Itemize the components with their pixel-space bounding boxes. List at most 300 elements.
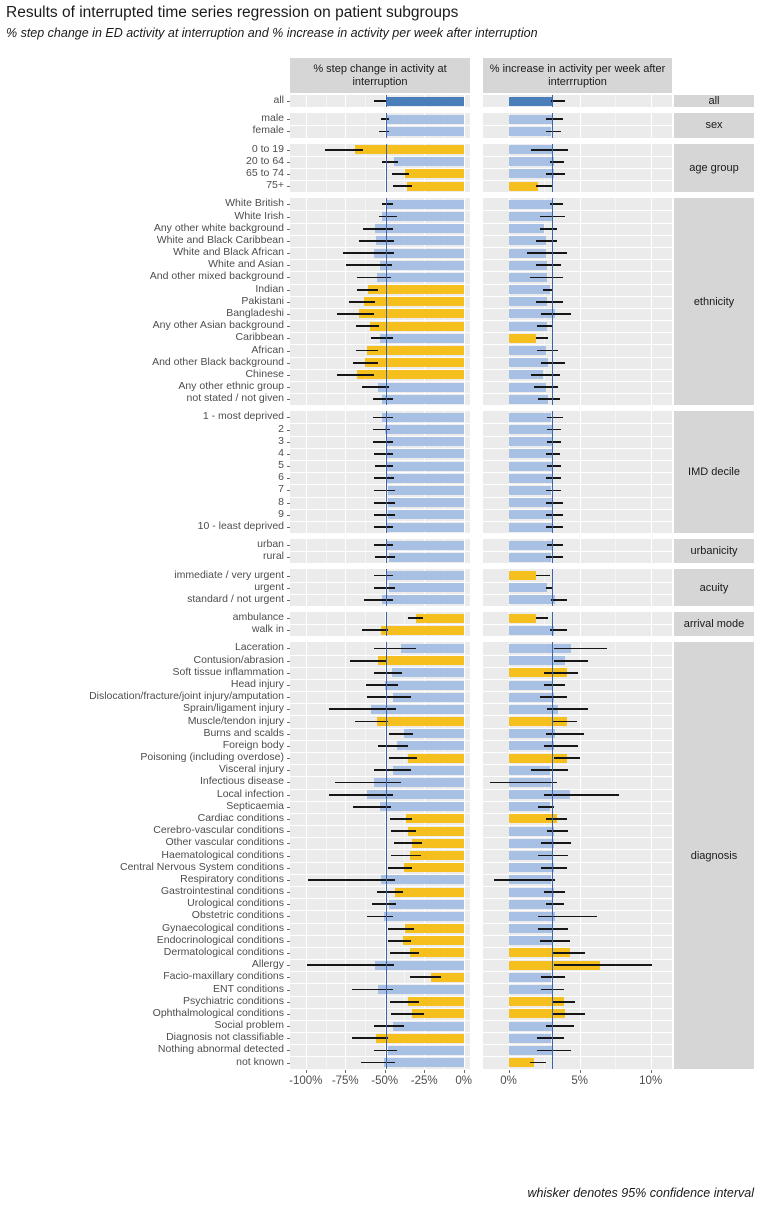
y-axis-label: Burns and scalds bbox=[203, 726, 284, 739]
whisker-step bbox=[382, 203, 394, 205]
bar-step bbox=[388, 510, 464, 519]
gridline bbox=[580, 95, 581, 107]
whisker-step bbox=[374, 769, 411, 771]
bar-step bbox=[386, 97, 464, 106]
y-axis-label: Gynaecological conditions bbox=[162, 921, 284, 934]
whisker-step bbox=[362, 629, 388, 631]
bar-step bbox=[386, 523, 463, 532]
y-axis-label: Gastrointestinal conditions bbox=[160, 885, 284, 898]
y-axis-tick bbox=[287, 600, 290, 601]
reference-line-slope bbox=[552, 539, 553, 563]
bar-step bbox=[377, 717, 464, 726]
bar-step bbox=[384, 912, 464, 921]
whisker-slope bbox=[530, 277, 563, 279]
whisker-slope bbox=[554, 964, 652, 966]
y-axis-tick bbox=[287, 929, 290, 930]
y-axis-tick bbox=[287, 941, 290, 942]
whisker-slope bbox=[538, 928, 568, 930]
y-axis-label: 9 bbox=[278, 507, 284, 520]
bar-slope bbox=[509, 614, 536, 623]
whisker-step bbox=[367, 916, 394, 918]
y-axis-label: Soft tissue inflammation bbox=[172, 665, 284, 678]
y-axis-tick bbox=[287, 722, 290, 723]
bar-step bbox=[389, 553, 464, 562]
y-axis-tick bbox=[287, 1063, 290, 1064]
y-axis-label: White British bbox=[225, 197, 284, 210]
whisker-slope bbox=[527, 252, 567, 254]
whisker-step bbox=[357, 289, 378, 291]
whisker-slope bbox=[551, 100, 565, 102]
bar-step bbox=[378, 383, 463, 392]
y-axis-tick bbox=[287, 709, 290, 710]
whisker-slope bbox=[540, 696, 567, 698]
whisker-step bbox=[377, 891, 403, 893]
y-axis-label: 3 bbox=[278, 434, 284, 447]
whisker-slope bbox=[537, 325, 553, 327]
y-axis-label: Any other ethnic group bbox=[178, 380, 284, 393]
y-axis-label: Local infection bbox=[216, 787, 284, 800]
whisker-step bbox=[410, 976, 441, 978]
gridline bbox=[306, 198, 307, 405]
whisker-slope bbox=[554, 660, 588, 662]
whisker-step bbox=[374, 526, 394, 528]
gridline-minor bbox=[365, 642, 366, 1068]
x-axis-tick-step bbox=[306, 1070, 307, 1073]
bar-slope bbox=[509, 626, 554, 635]
y-axis-label: Facio-maxillary conditions bbox=[163, 970, 284, 983]
gridline bbox=[306, 569, 307, 606]
bar-slope bbox=[509, 571, 536, 580]
y-axis-label: White and Asian bbox=[208, 258, 284, 271]
whisker-step bbox=[374, 1025, 404, 1027]
y-axis-tick bbox=[287, 338, 290, 339]
x-axis-label-step: -100% bbox=[289, 1074, 323, 1087]
bar-step bbox=[404, 863, 464, 872]
y-axis-tick bbox=[287, 442, 290, 443]
y-axis-tick bbox=[287, 399, 290, 400]
x-axis-tick-step bbox=[345, 1070, 346, 1073]
y-axis-tick bbox=[287, 466, 290, 467]
gridline bbox=[651, 198, 652, 405]
whisker-step bbox=[337, 313, 374, 315]
y-axis-tick bbox=[287, 290, 290, 291]
reference-line-slope bbox=[552, 95, 553, 107]
y-axis-tick bbox=[287, 1038, 290, 1039]
y-axis-label: And other mixed background bbox=[149, 270, 284, 283]
whisker-slope bbox=[546, 903, 564, 905]
bar-step bbox=[387, 200, 464, 209]
y-axis-label: Diagnosis not classifiable bbox=[166, 1031, 284, 1044]
y-axis-tick bbox=[287, 819, 290, 820]
y-axis-label: Septicaemia bbox=[226, 799, 284, 812]
whisker-slope bbox=[541, 362, 565, 364]
whisker-step bbox=[353, 362, 377, 364]
bar-step bbox=[386, 571, 463, 580]
whisker-slope bbox=[537, 350, 558, 352]
y-axis-label: Cardiac conditions bbox=[197, 811, 284, 824]
whisker-slope bbox=[536, 301, 563, 303]
y-axis-label: 8 bbox=[278, 495, 284, 508]
whisker-step bbox=[393, 185, 412, 187]
gridline-minor bbox=[615, 569, 616, 606]
bar-slope bbox=[509, 157, 554, 166]
y-axis-label: 20 to 64 bbox=[246, 154, 284, 167]
whisker-step bbox=[392, 173, 409, 175]
bar-step bbox=[370, 322, 464, 331]
gridline bbox=[306, 642, 307, 1068]
y-axis-tick bbox=[287, 387, 290, 388]
whisker-step bbox=[375, 465, 393, 467]
y-axis-label: Urological conditions bbox=[187, 897, 284, 910]
y-axis-tick bbox=[287, 241, 290, 242]
y-axis-label: standard / not urgent bbox=[187, 592, 284, 605]
whisker-slope bbox=[554, 757, 580, 759]
y-axis-label: Caribbean bbox=[235, 331, 284, 344]
y-axis-label: male bbox=[261, 112, 284, 125]
whisker-slope bbox=[541, 313, 571, 315]
x-axis-tick-step bbox=[464, 1070, 465, 1073]
whisker-step bbox=[374, 477, 394, 479]
chart-footnote: whisker denotes 95% confidence interval bbox=[527, 1186, 754, 1200]
y-axis-label: 0 to 19 bbox=[251, 142, 284, 155]
bar-step bbox=[386, 127, 464, 136]
y-axis-tick bbox=[287, 685, 290, 686]
whisker-step bbox=[335, 782, 401, 784]
bar-step bbox=[382, 395, 463, 404]
y-axis-label: Psychiatric conditions bbox=[183, 994, 284, 1007]
y-axis-tick bbox=[287, 734, 290, 735]
x-axis-label-slope: 5% bbox=[571, 1074, 588, 1087]
whisker-step bbox=[374, 575, 394, 577]
facet-strip-diagnosis: diagnosis bbox=[674, 642, 754, 1068]
whisker-slope bbox=[554, 648, 607, 650]
whisker-step bbox=[355, 721, 388, 723]
whisker-step bbox=[374, 672, 402, 674]
y-axis-tick bbox=[287, 229, 290, 230]
y-axis-label: Sprain/ligament injury bbox=[183, 702, 284, 715]
gridline-minor bbox=[326, 642, 327, 1068]
y-axis-label: immediate / very urgent bbox=[174, 568, 284, 581]
y-axis-tick bbox=[287, 697, 290, 698]
y-axis-tick bbox=[287, 661, 290, 662]
y-axis-tick bbox=[287, 904, 290, 905]
reference-line-slope bbox=[552, 569, 553, 606]
y-axis-label: Poisoning (including overdose) bbox=[140, 751, 284, 764]
bar-step bbox=[407, 182, 464, 191]
y-axis-tick bbox=[287, 1014, 290, 1015]
whisker-step bbox=[363, 228, 393, 230]
whisker-slope bbox=[544, 794, 619, 796]
whisker-step bbox=[373, 429, 390, 431]
whisker-slope bbox=[544, 745, 578, 747]
whisker-step bbox=[337, 374, 374, 376]
bar-step bbox=[359, 309, 463, 318]
page-subtitle: % step change in ED activity at interruption and % increase in activity per week after interruption bbox=[6, 26, 538, 40]
y-axis-tick bbox=[287, 648, 290, 649]
y-axis-tick bbox=[287, 1026, 290, 1027]
whisker-step bbox=[372, 903, 396, 905]
whisker-slope bbox=[530, 1062, 546, 1064]
y-axis-label: 4 bbox=[278, 446, 284, 459]
whisker-slope bbox=[551, 599, 567, 601]
bar-step bbox=[393, 1022, 463, 1031]
whisker-slope bbox=[537, 1050, 571, 1052]
y-axis-tick bbox=[287, 630, 290, 631]
whisker-slope bbox=[540, 940, 570, 942]
y-axis-tick bbox=[287, 892, 290, 893]
y-axis-tick bbox=[287, 843, 290, 844]
whisker-slope bbox=[553, 721, 577, 723]
facet-strip-ethnicity: ethnicity bbox=[674, 198, 754, 405]
whisker-step bbox=[373, 441, 393, 443]
bar-step bbox=[386, 437, 463, 446]
whisker-step bbox=[388, 867, 412, 869]
bar-step bbox=[387, 449, 464, 458]
y-axis-tick bbox=[287, 916, 290, 917]
bar-step bbox=[368, 285, 464, 294]
reference-line-step bbox=[386, 642, 387, 1068]
y-axis-tick bbox=[287, 186, 290, 187]
x-axis-label-slope: 0% bbox=[500, 1074, 517, 1087]
bar-step bbox=[389, 900, 464, 909]
y-axis-tick bbox=[287, 490, 290, 491]
y-axis-label: Obstetric conditions bbox=[191, 909, 284, 922]
y-axis-label: And other Black background bbox=[152, 355, 284, 368]
whisker-step bbox=[364, 599, 393, 601]
whisker-slope bbox=[541, 842, 571, 844]
whisker-slope bbox=[547, 544, 563, 546]
gridline bbox=[580, 569, 581, 606]
y-axis-label: Dermatological conditions bbox=[163, 945, 284, 958]
bar-step bbox=[388, 486, 464, 495]
y-axis-label: Respiratory conditions bbox=[180, 872, 284, 885]
y-axis-label: Pakistani bbox=[241, 294, 284, 307]
y-axis-label: Nothing abnormal detected bbox=[157, 1043, 284, 1056]
y-axis-tick bbox=[287, 746, 290, 747]
whisker-slope bbox=[531, 374, 559, 376]
whisker-step bbox=[391, 1013, 424, 1015]
y-axis-tick bbox=[287, 758, 290, 759]
whisker-step bbox=[378, 745, 408, 747]
bar-step bbox=[394, 157, 463, 166]
whisker-step bbox=[366, 684, 398, 686]
bar-step bbox=[388, 1046, 464, 1055]
bar-step bbox=[385, 425, 464, 434]
x-axis-label-step: -25% bbox=[410, 1074, 438, 1087]
whisker-step bbox=[390, 818, 411, 820]
reference-line-step bbox=[386, 198, 387, 405]
x-axis-tick-slope bbox=[651, 1070, 652, 1073]
bar-step bbox=[405, 924, 463, 933]
whisker-step bbox=[356, 325, 380, 327]
y-axis-label: rural bbox=[262, 550, 284, 563]
y-axis-label: female bbox=[252, 124, 284, 137]
y-axis-label: Contusion/abrasion bbox=[193, 653, 284, 666]
gridline bbox=[345, 95, 346, 107]
y-axis-tick bbox=[287, 150, 290, 151]
whisker-slope bbox=[536, 240, 557, 242]
whisker-slope bbox=[531, 769, 568, 771]
facet-strip-urbanicity: urbanicity bbox=[674, 539, 754, 563]
reference-line-step bbox=[386, 411, 387, 533]
whisker-step bbox=[350, 660, 387, 662]
bar-step bbox=[392, 668, 464, 677]
bar-step bbox=[384, 1058, 464, 1067]
y-axis-tick bbox=[287, 856, 290, 857]
whisker-slope bbox=[541, 976, 565, 978]
x-axis-tick-slope bbox=[509, 1070, 510, 1073]
x-axis-tick-slope bbox=[580, 1070, 581, 1073]
y-axis-tick bbox=[287, 545, 290, 546]
bar-step bbox=[382, 595, 464, 604]
y-axis-label: Any other white background bbox=[153, 221, 284, 234]
y-axis-label: Allergy bbox=[251, 958, 284, 971]
whisker-step bbox=[408, 617, 422, 619]
y-axis-tick bbox=[287, 880, 290, 881]
gridline-minor bbox=[326, 569, 327, 606]
y-axis-tick bbox=[287, 673, 290, 674]
y-axis-tick bbox=[287, 795, 290, 796]
facet-strip-sex: sex bbox=[674, 113, 754, 137]
whisker-step bbox=[352, 1037, 388, 1039]
gridline bbox=[580, 642, 581, 1068]
gridline-minor bbox=[326, 95, 327, 107]
y-axis-tick bbox=[287, 204, 290, 205]
facet-strip-IMD-decile: IMD decile bbox=[674, 411, 754, 533]
whisker-slope bbox=[538, 398, 559, 400]
whisker-slope bbox=[553, 1013, 586, 1015]
bar-step bbox=[367, 346, 463, 355]
y-axis-label: Cerebro-vascular conditions bbox=[153, 824, 284, 837]
y-axis-label: White and Black Caribbean bbox=[156, 233, 284, 246]
facet-strip-arrival-mode: arrival mode bbox=[674, 612, 754, 636]
y-axis-tick bbox=[287, 265, 290, 266]
gridline bbox=[306, 95, 307, 107]
whisker-slope bbox=[544, 891, 565, 893]
bar-slope bbox=[509, 583, 547, 592]
whisker-slope bbox=[494, 879, 555, 881]
y-axis-label: all bbox=[273, 94, 284, 107]
whisker-slope bbox=[536, 337, 549, 339]
whisker-step bbox=[329, 794, 392, 796]
whisker-slope bbox=[538, 916, 596, 918]
whisker-step bbox=[307, 964, 395, 966]
gridline-minor bbox=[326, 198, 327, 405]
y-axis-tick bbox=[287, 868, 290, 869]
whisker-step bbox=[373, 398, 394, 400]
whisker-slope bbox=[547, 465, 561, 467]
whisker-slope bbox=[553, 952, 586, 954]
y-axis-label: Indian bbox=[255, 282, 284, 295]
panel-header-slope: % increase in activity per week after interrruption bbox=[483, 58, 672, 93]
whisker-step bbox=[352, 989, 393, 991]
y-axis-label: Chinese bbox=[245, 367, 284, 380]
y-axis-label: urgent bbox=[254, 580, 284, 593]
y-axis-tick bbox=[287, 119, 290, 120]
whisker-slope bbox=[540, 228, 557, 230]
y-axis-tick bbox=[287, 314, 290, 315]
whisker-slope bbox=[546, 477, 562, 479]
whisker-step bbox=[374, 544, 392, 546]
facet-strip-acuity: acuity bbox=[674, 569, 754, 606]
y-axis-tick bbox=[287, 588, 290, 589]
bar-step bbox=[387, 474, 464, 483]
whisker-slope bbox=[547, 429, 561, 431]
bar-step bbox=[380, 802, 464, 811]
bar-step bbox=[406, 814, 464, 823]
whisker-step bbox=[367, 696, 410, 698]
whisker-slope bbox=[546, 556, 563, 558]
y-axis-label: 7 bbox=[278, 483, 284, 496]
gridline-minor bbox=[615, 198, 616, 405]
whisker-step bbox=[374, 453, 394, 455]
y-axis-label: 2 bbox=[278, 422, 284, 435]
y-axis-tick bbox=[287, 953, 290, 954]
page-title: Results of interrupted time series regression on patient subgroups bbox=[6, 4, 459, 21]
y-axis-tick bbox=[287, 557, 290, 558]
whisker-step bbox=[379, 216, 396, 218]
whisker-step bbox=[374, 648, 416, 650]
bar-slope bbox=[509, 413, 552, 422]
reference-line-slope bbox=[552, 113, 553, 137]
y-axis-tick bbox=[287, 478, 290, 479]
y-axis-label: 10 - least deprived bbox=[197, 520, 284, 533]
gridline bbox=[345, 569, 346, 606]
whisker-step bbox=[361, 1062, 395, 1064]
gridline bbox=[464, 569, 465, 606]
gridline bbox=[651, 95, 652, 107]
y-axis-label: Muscle/tendon injury bbox=[187, 714, 284, 727]
y-axis-tick bbox=[287, 503, 290, 504]
whisker-step bbox=[394, 842, 422, 844]
gridline bbox=[464, 642, 465, 1068]
whisker-slope bbox=[490, 782, 557, 784]
whisker-slope bbox=[547, 441, 561, 443]
y-axis-label: Laceration bbox=[234, 641, 284, 654]
bar-step bbox=[386, 115, 463, 124]
y-axis-tick bbox=[287, 782, 290, 783]
y-axis-label: 65 to 74 bbox=[246, 166, 284, 179]
whisker-slope bbox=[546, 502, 563, 504]
bar-slope bbox=[509, 595, 556, 604]
whisker-step bbox=[391, 830, 416, 832]
whisker-slope bbox=[544, 684, 565, 686]
y-axis-label: not stated / not given bbox=[186, 392, 284, 405]
y-axis-tick bbox=[287, 277, 290, 278]
whisker-step bbox=[391, 855, 421, 857]
bar-step bbox=[395, 888, 464, 897]
y-axis-label: Bangladeshi bbox=[226, 306, 284, 319]
reference-line-step bbox=[386, 95, 387, 107]
whisker-step bbox=[390, 1001, 418, 1003]
y-axis-tick bbox=[287, 174, 290, 175]
y-axis-label: Dislocation/fracture/joint injury/amputation bbox=[89, 690, 284, 703]
gridline bbox=[464, 95, 465, 107]
y-axis-tick bbox=[287, 363, 290, 364]
y-axis-label: White Irish bbox=[234, 209, 284, 222]
y-axis-tick bbox=[287, 375, 290, 376]
whisker-slope bbox=[546, 526, 563, 528]
y-axis-tick bbox=[287, 807, 290, 808]
y-axis-label: Central Nervous System conditions bbox=[120, 860, 284, 873]
whisker-slope bbox=[536, 264, 562, 266]
reference-line-step bbox=[386, 539, 387, 563]
y-axis-tick bbox=[287, 990, 290, 991]
y-axis-label: 5 bbox=[278, 459, 284, 472]
whisker-slope bbox=[544, 672, 578, 674]
whisker-slope bbox=[536, 617, 549, 619]
gridline-minor bbox=[615, 95, 616, 107]
